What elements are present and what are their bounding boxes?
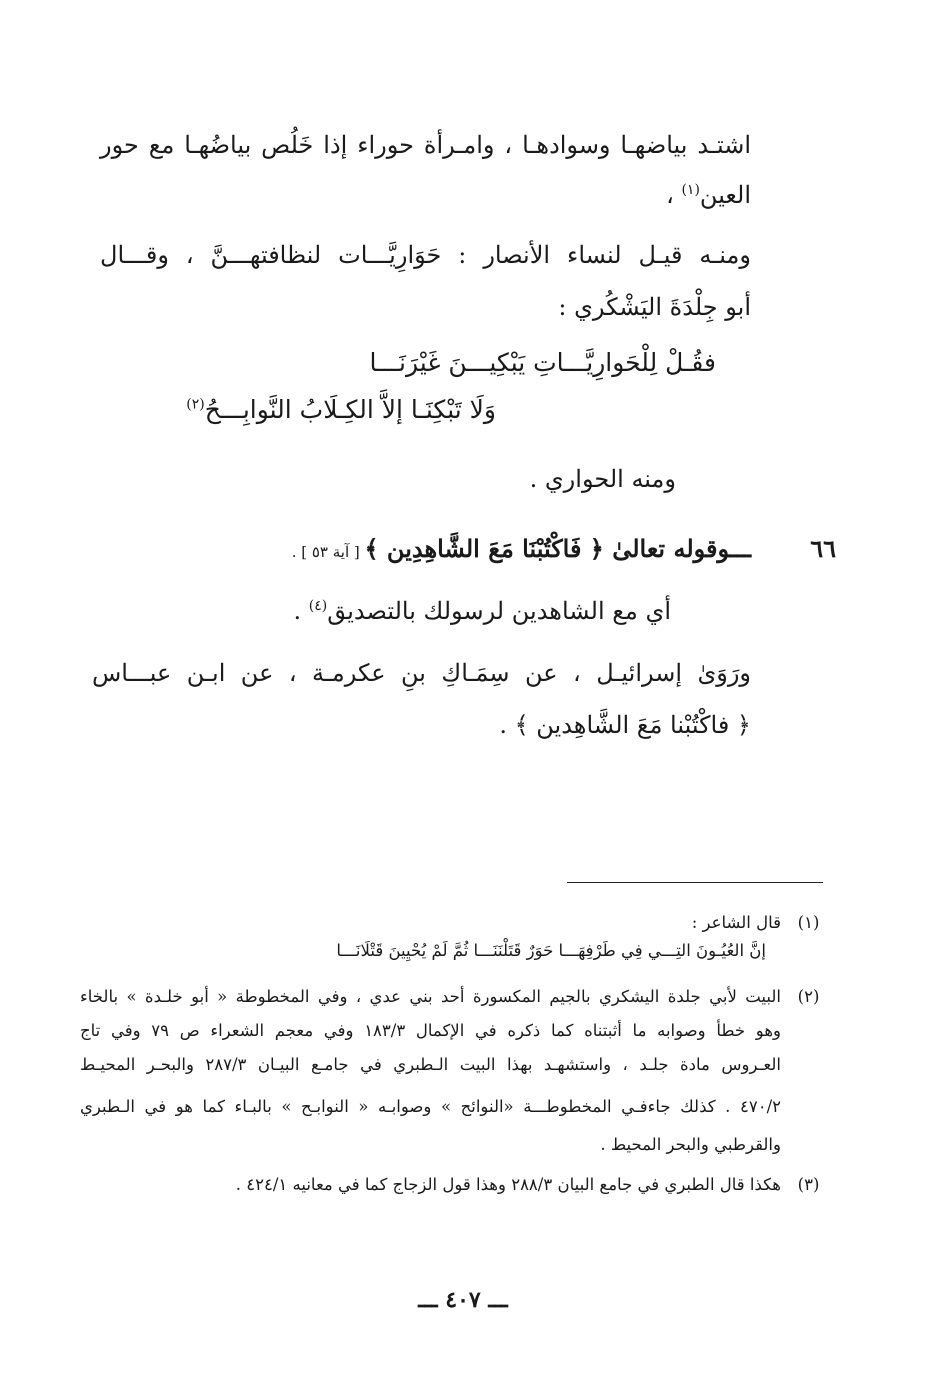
footnote-2-line-4: ٤٧٠/٢ . كذلك جاءفـي المخطوطـــة «النوائح » وصوابـه « النوابـح » بالبـاء كما هو في الـطبري	[80, 1097, 781, 1116]
paragraph-5-line-2: ﴿ فاكْتُبْنا مَعَ الشَّاهِدين ﴾ .	[499, 711, 751, 739]
paragraph-4-line-1: أي مع الشاهدين لرسولك بالتصديق$^{(٤)}$ .	[293, 597, 671, 625]
footnote-ref-2: (٢)	[186, 396, 205, 413]
paragraph-2-line-1: ومنـه قيـل لنساء الأنصار : حَوَارِيَّـــات لنظافتهـــنَّ ، وقـــال	[100, 241, 751, 269]
footnote-2-line-2: وهو خطأ وصوابه ما أثبتناه كما ذكره في الإكمال ١٨٣/٣ وفي معجم الشعراء ص ٧٩ وفي تاج	[80, 1021, 781, 1040]
item-66-heading: ـــوقوله تعالىٰ ﴿ فَاكْتُبْنَا مَعَ الشَّاهِدِين ﴾ [ آية ٥٣ ] .	[291, 534, 751, 563]
paragraph-5-line-1: ورَوَىٰ إسرائيـل ، عن سِمَـاكِ بنِ عكرمـة ، عن ابـن عبـــاس	[92, 659, 751, 687]
paragraph-3-line-1: ومنه الحواري .	[529, 465, 676, 493]
footnote-2-line-5: والقرطبي والبحر المحيط .	[600, 1135, 781, 1154]
footnote-1-number: (١)	[797, 913, 820, 932]
verse-reference: [ آية ٥٣ ] .	[291, 543, 365, 561]
paragraph-1-line-2: العين$^{(١)}$ ،	[666, 181, 751, 209]
paragraph-1-line-1: اشتـد بياضهـا وسوادهـا ، وامـرأة حوراء إذا خَلُص بياضُهـا مع حور	[100, 131, 751, 159]
footnote-ref-1: (١)	[681, 182, 700, 198]
footnote-separator	[567, 882, 823, 883]
footnote-3-line-1: هكذا قال الطبري في جامع البيان ٢٨٨/٣ وهذا قول الزجاج كما في معانيه ٤٢٤/١ .	[235, 1175, 781, 1194]
verse-line-2: وَلَا تَبْكِنَـا إلاَّ الكِـلَابُ النَّوابِـــحُ$^{(٢)}$	[186, 395, 496, 424]
verse-line-1: فقُـلْ لِلْحَوارِيَّـــاتِ يَبْكِيـــنَ غَيْرَنَـــا	[369, 348, 716, 377]
page-number: ـــ ٤٠٧ ـــ	[418, 1287, 508, 1313]
footnote-1-poem-line: إنَّ العُيُـونَ التِـــي فِي طَرْفِهَـــا حَوَرٌ قَتَلْنَنَـــا ثُمَّ لَمْ يُحْيِينَ قَتْلَانَـــا	[336, 941, 766, 960]
paragraph-2-line-2: أبو جِلْدَةَ اليَشْكُري :	[558, 293, 751, 321]
footnote-3-number: (٣)	[797, 1175, 820, 1194]
footnote-1-line-1: قال الشاعر :	[691, 913, 781, 932]
footnote-2-number: (٢)	[797, 987, 820, 1006]
quran-verse-quote: وقوله تعالىٰ ﴿ فَاكْتُبْنَا مَعَ الشَّاهِدِين ﴾	[364, 534, 730, 563]
footnote-2-line-1: البيت لأبي جلدة اليشكري بالجيم المكسورة أحد بني عدي ، وفي المخطوطة « أبو خلـدة » بالخاء	[80, 987, 781, 1006]
footnote-ref-4: (٤)	[308, 598, 328, 614]
footnote-2-line-3: العـروس مادة جلـد ، واستشهـد بهذا البيت الـطبري في جامـع البيـان ٢٨٧/٣ والبحـر المحيـط	[80, 1055, 781, 1074]
item-number-66: ٦٦	[810, 534, 836, 563]
